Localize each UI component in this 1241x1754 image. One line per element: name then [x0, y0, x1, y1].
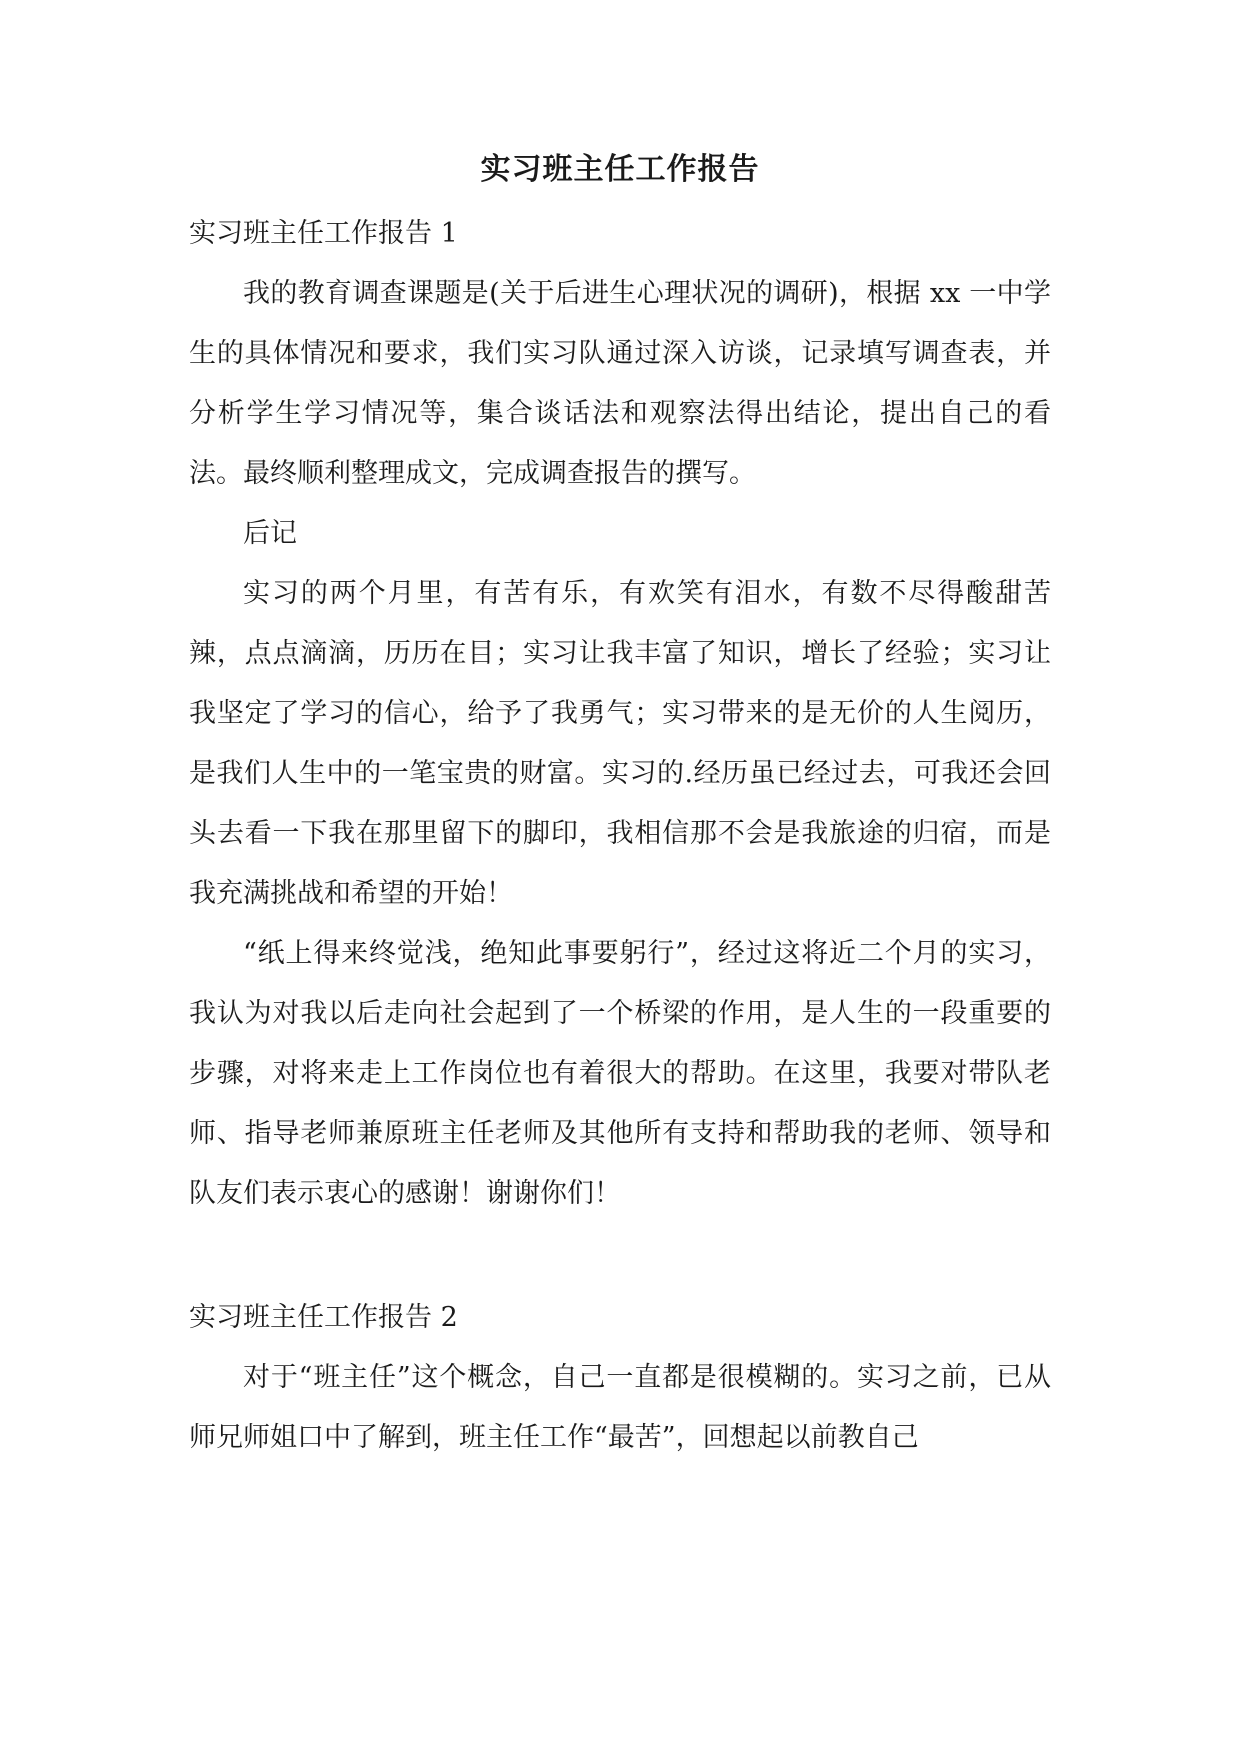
section-heading: 实习班主任工作报告 2: [189, 1302, 458, 1333]
report-section-1: [189, 204, 1051, 1224]
report-section-2: [189, 1288, 1051, 1468]
document-title: 实习班主任工作报告: [480, 152, 760, 187]
section-heading: 实习班主任工作报告 1: [189, 218, 458, 249]
paragraph: 后记: [243, 518, 297, 549]
paragraph: 对于“班主任”这个概念，自己一直都是很模糊的。实习之前，已从师兄师姐口中了解到，班主任工作“最苦”，回想起以前教自己: [189, 1362, 1051, 1453]
paragraph: 我的教育调查课题是(关于后进生心理状况的调研)，根据 xx 一中学生的具体情况和要求，我们实习队通过深入访谈，记录填写调查表，并分析学生学习情况等，集合谈话法和观察法得出结论，提出自己的看法。最终顺利整理成文，完成调查报告的撰写。: [189, 278, 1051, 489]
paragraph: “纸上得来终觉浅，绝知此事要躬行”，经过这将近二个月的实习，我认为对我以后走向社会起到了一个桥梁的作用，是人生的一段重要的步骤，对将来走上工作岗位也有着很大的帮助。在这里，我要对带队老师、指导老师兼原班主任老师及其他所有支持和帮助我的老师、领导和队友们表示衷心的感谢！谢谢你们！: [189, 938, 1051, 1209]
document-page: [189, 150, 1051, 1468]
section-spacer: [189, 1224, 1051, 1288]
paragraph: 实习的两个月里，有苦有乐，有欢笑有泪水，有数不尽得酸甜苦辣，点点滴滴，历历在目；实习让我丰富了知识，增长了经验；实习让我坚定了学习的信心，给予了我勇气；实习带来的是无价的人生阅历，是我们人生中的一笔宝贵的财富。实习的.经历虽已经过去，可我还会回头去看一下我在那里留下的脚印，我相信那不会是我旅途的归宿，而是我充满挑战和希望的开始！: [189, 578, 1051, 909]
